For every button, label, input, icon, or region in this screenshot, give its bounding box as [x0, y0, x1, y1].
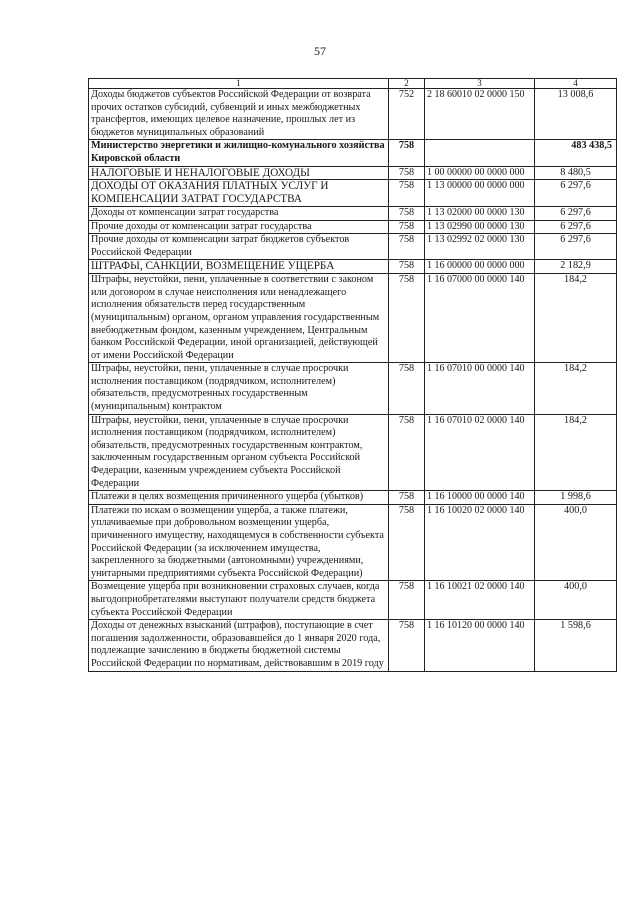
- amount-cell: 400,0: [535, 504, 617, 581]
- revenue-name-cell: Прочие доходы от компенсации затрат бюджетов субъектов Российской Федерации: [89, 234, 389, 260]
- revenue-name-cell: ШТРАФЫ, САНКЦИИ, ВОЗМЕЩЕНИЕ УЩЕРБА: [89, 260, 389, 274]
- table-row: [89, 581, 617, 620]
- amount-cell: 1 598,6: [535, 620, 617, 671]
- admin-code-cell: 758: [389, 260, 425, 274]
- classification-code-cell: 1 16 07000 00 0000 140: [425, 274, 535, 363]
- amount-cell: 6 297,6: [535, 206, 617, 220]
- admin-code-cell: 758: [389, 581, 425, 620]
- table-row: [89, 140, 617, 166]
- admin-code-cell: 758: [389, 414, 425, 491]
- column-number-2: 2: [389, 79, 425, 89]
- column-number-row: [89, 79, 617, 89]
- classification-code-cell: 1 13 02990 00 0000 130: [425, 220, 535, 234]
- amount-cell: 184,2: [535, 274, 617, 363]
- revenue-name-cell: Доходы от денежных взысканий (штрафов), поступающие в счет погашения задолженности, образовавшейся до 1 января 2020 года, подлежащие зачислению в бюджеты бюджетной системы Российской Федерации по нормативам, действовавшим в 2019 году: [89, 620, 389, 671]
- table-row: [89, 274, 617, 363]
- column-number-1: 1: [89, 79, 389, 89]
- classification-code-cell: 1 00 00000 00 0000 000: [425, 166, 535, 180]
- amount-cell: 13 008,6: [535, 89, 617, 140]
- revenue-name-cell: Штрафы, неустойки, пени, уплаченные в случае просрочки исполнения поставщиком (подрядчиком, исполнителем) обязательств, предусмотренных государственным контрактом, заключенным государственным органом субъекта Российской Федерации, казенным учреждением субъекта Российской Федерации: [89, 414, 389, 491]
- amount-cell: 6 297,6: [535, 234, 617, 260]
- admin-code-cell: 758: [389, 491, 425, 505]
- classification-code-cell: 1 13 02000 00 0000 130: [425, 206, 535, 220]
- classification-code-cell: 2 18 60010 02 0000 150: [425, 89, 535, 140]
- admin-code-cell: 752: [389, 89, 425, 140]
- amount-cell: 6 297,6: [535, 220, 617, 234]
- table-row: [89, 363, 617, 414]
- revenue-name-cell: Штрафы, неустойки, пени, уплаченные в случае просрочки исполнения поставщиком (подрядчиком, исполнителем) обязательств, предусмотренных государственным (муниципальным) контрактом: [89, 363, 389, 414]
- revenue-name-cell: Доходы от компенсации затрат государства: [89, 206, 389, 220]
- revenue-name-cell: Доходы бюджетов субъектов Российской Федерации от возврата прочих остатков субсидий, субвенций и иных межбюджетных трансфертов, имеющих целевое назначение, прошлых лет из бюджетов муниципальных образований: [89, 89, 389, 140]
- table-row: [89, 220, 617, 234]
- revenue-table: [88, 78, 617, 672]
- amount-cell: 400,0: [535, 581, 617, 620]
- table-row: [89, 260, 617, 274]
- classification-code-cell: 1 16 07010 02 0000 140: [425, 414, 535, 491]
- admin-code-cell: 758: [389, 363, 425, 414]
- admin-code-cell: 758: [389, 220, 425, 234]
- admin-code-cell: 758: [389, 274, 425, 363]
- admin-code-cell: 758: [389, 504, 425, 581]
- amount-cell: 1 998,6: [535, 491, 617, 505]
- revenue-name-cell: Платежи в целях возмещения причиненного ущерба (убытков): [89, 491, 389, 505]
- classification-code-cell: 1 16 00000 00 0000 000: [425, 260, 535, 274]
- classification-code-cell: 1 13 00000 00 0000 000: [425, 180, 535, 207]
- amount-cell: 8 480,5: [535, 166, 617, 180]
- classification-code-cell: 1 16 10020 02 0000 140: [425, 504, 535, 581]
- admin-code-cell: 758: [389, 180, 425, 207]
- table-row: [89, 504, 617, 581]
- revenue-name-cell: Прочие доходы от компенсации затрат государства: [89, 220, 389, 234]
- table-row: [89, 234, 617, 260]
- table-row: [89, 166, 617, 180]
- amount-cell: 6 297,6: [535, 180, 617, 207]
- admin-code-cell: 758: [389, 166, 425, 180]
- admin-code-cell: 758: [389, 206, 425, 220]
- table-row: [89, 206, 617, 220]
- classification-code-cell: 1 16 10000 00 0000 140: [425, 491, 535, 505]
- column-number-4: 4: [535, 79, 617, 89]
- revenue-name-cell: Возмещение ущерба при возникновении страховых случаев, когда выгодоприобретателями выступают получатели средств бюджета субъекта Российской Федерации: [89, 581, 389, 620]
- admin-code-cell: 758: [389, 620, 425, 671]
- classification-code-cell: 1 16 07010 00 0000 140: [425, 363, 535, 414]
- admin-code-cell: 758: [389, 234, 425, 260]
- revenue-name-cell: Министерство энергетики и жилищно-комунального хозяйства Кировской области: [89, 140, 389, 166]
- revenue-name-cell: НАЛОГОВЫЕ И НЕНАЛОГОВЫЕ ДОХОДЫ: [89, 166, 389, 180]
- amount-cell: 184,2: [535, 363, 617, 414]
- revenue-name-cell: Штрафы, неустойки, пени, уплаченные в соответствии с законом или договором в случае неисполнения или ненадлежащего исполнения обязательств перед государственным (муниципальным) органом, органом управления государственным внебюджетным фондом, казенным учреждением, Центральным банком Российской Федерации, иной организацией, действующей от имени Российской Федерации: [89, 274, 389, 363]
- classification-code-cell: 1 16 10120 00 0000 140: [425, 620, 535, 671]
- table-row: [89, 620, 617, 671]
- amount-cell: 483 438,5: [535, 140, 617, 166]
- revenue-name-cell: Платежи по искам о возмещении ущерба, а также платежи, уплачиваемые при добровольном возмещении ущерба, причиненного имуществу, находящемуся в собственности субъекта Российской Федерации (за исключением имущества, закрепленного за бюджетными (автономными) учреждениями, унитарными предприятиями субъекта Российской Федерации): [89, 504, 389, 581]
- page-number: 57: [314, 44, 326, 58]
- amount-cell: 184,2: [535, 414, 617, 491]
- table-body: [89, 89, 617, 672]
- classification-code-cell: [425, 140, 535, 166]
- classification-code-cell: 1 13 02992 02 0000 130: [425, 234, 535, 260]
- classification-code-cell: 1 16 10021 02 0000 140: [425, 581, 535, 620]
- revenue-name-cell: ДОХОДЫ ОТ ОКАЗАНИЯ ПЛАТНЫХ УСЛУГ И КОМПЕНСАЦИИ ЗАТРАТ ГОСУДАРСТВА: [89, 180, 389, 207]
- table-row: [89, 180, 617, 207]
- table-row: [89, 89, 617, 140]
- admin-code-cell: 758: [389, 140, 425, 166]
- table-row: [89, 414, 617, 491]
- column-number-3: 3: [425, 79, 535, 89]
- table-row: [89, 491, 617, 505]
- amount-cell: 2 182,9: [535, 260, 617, 274]
